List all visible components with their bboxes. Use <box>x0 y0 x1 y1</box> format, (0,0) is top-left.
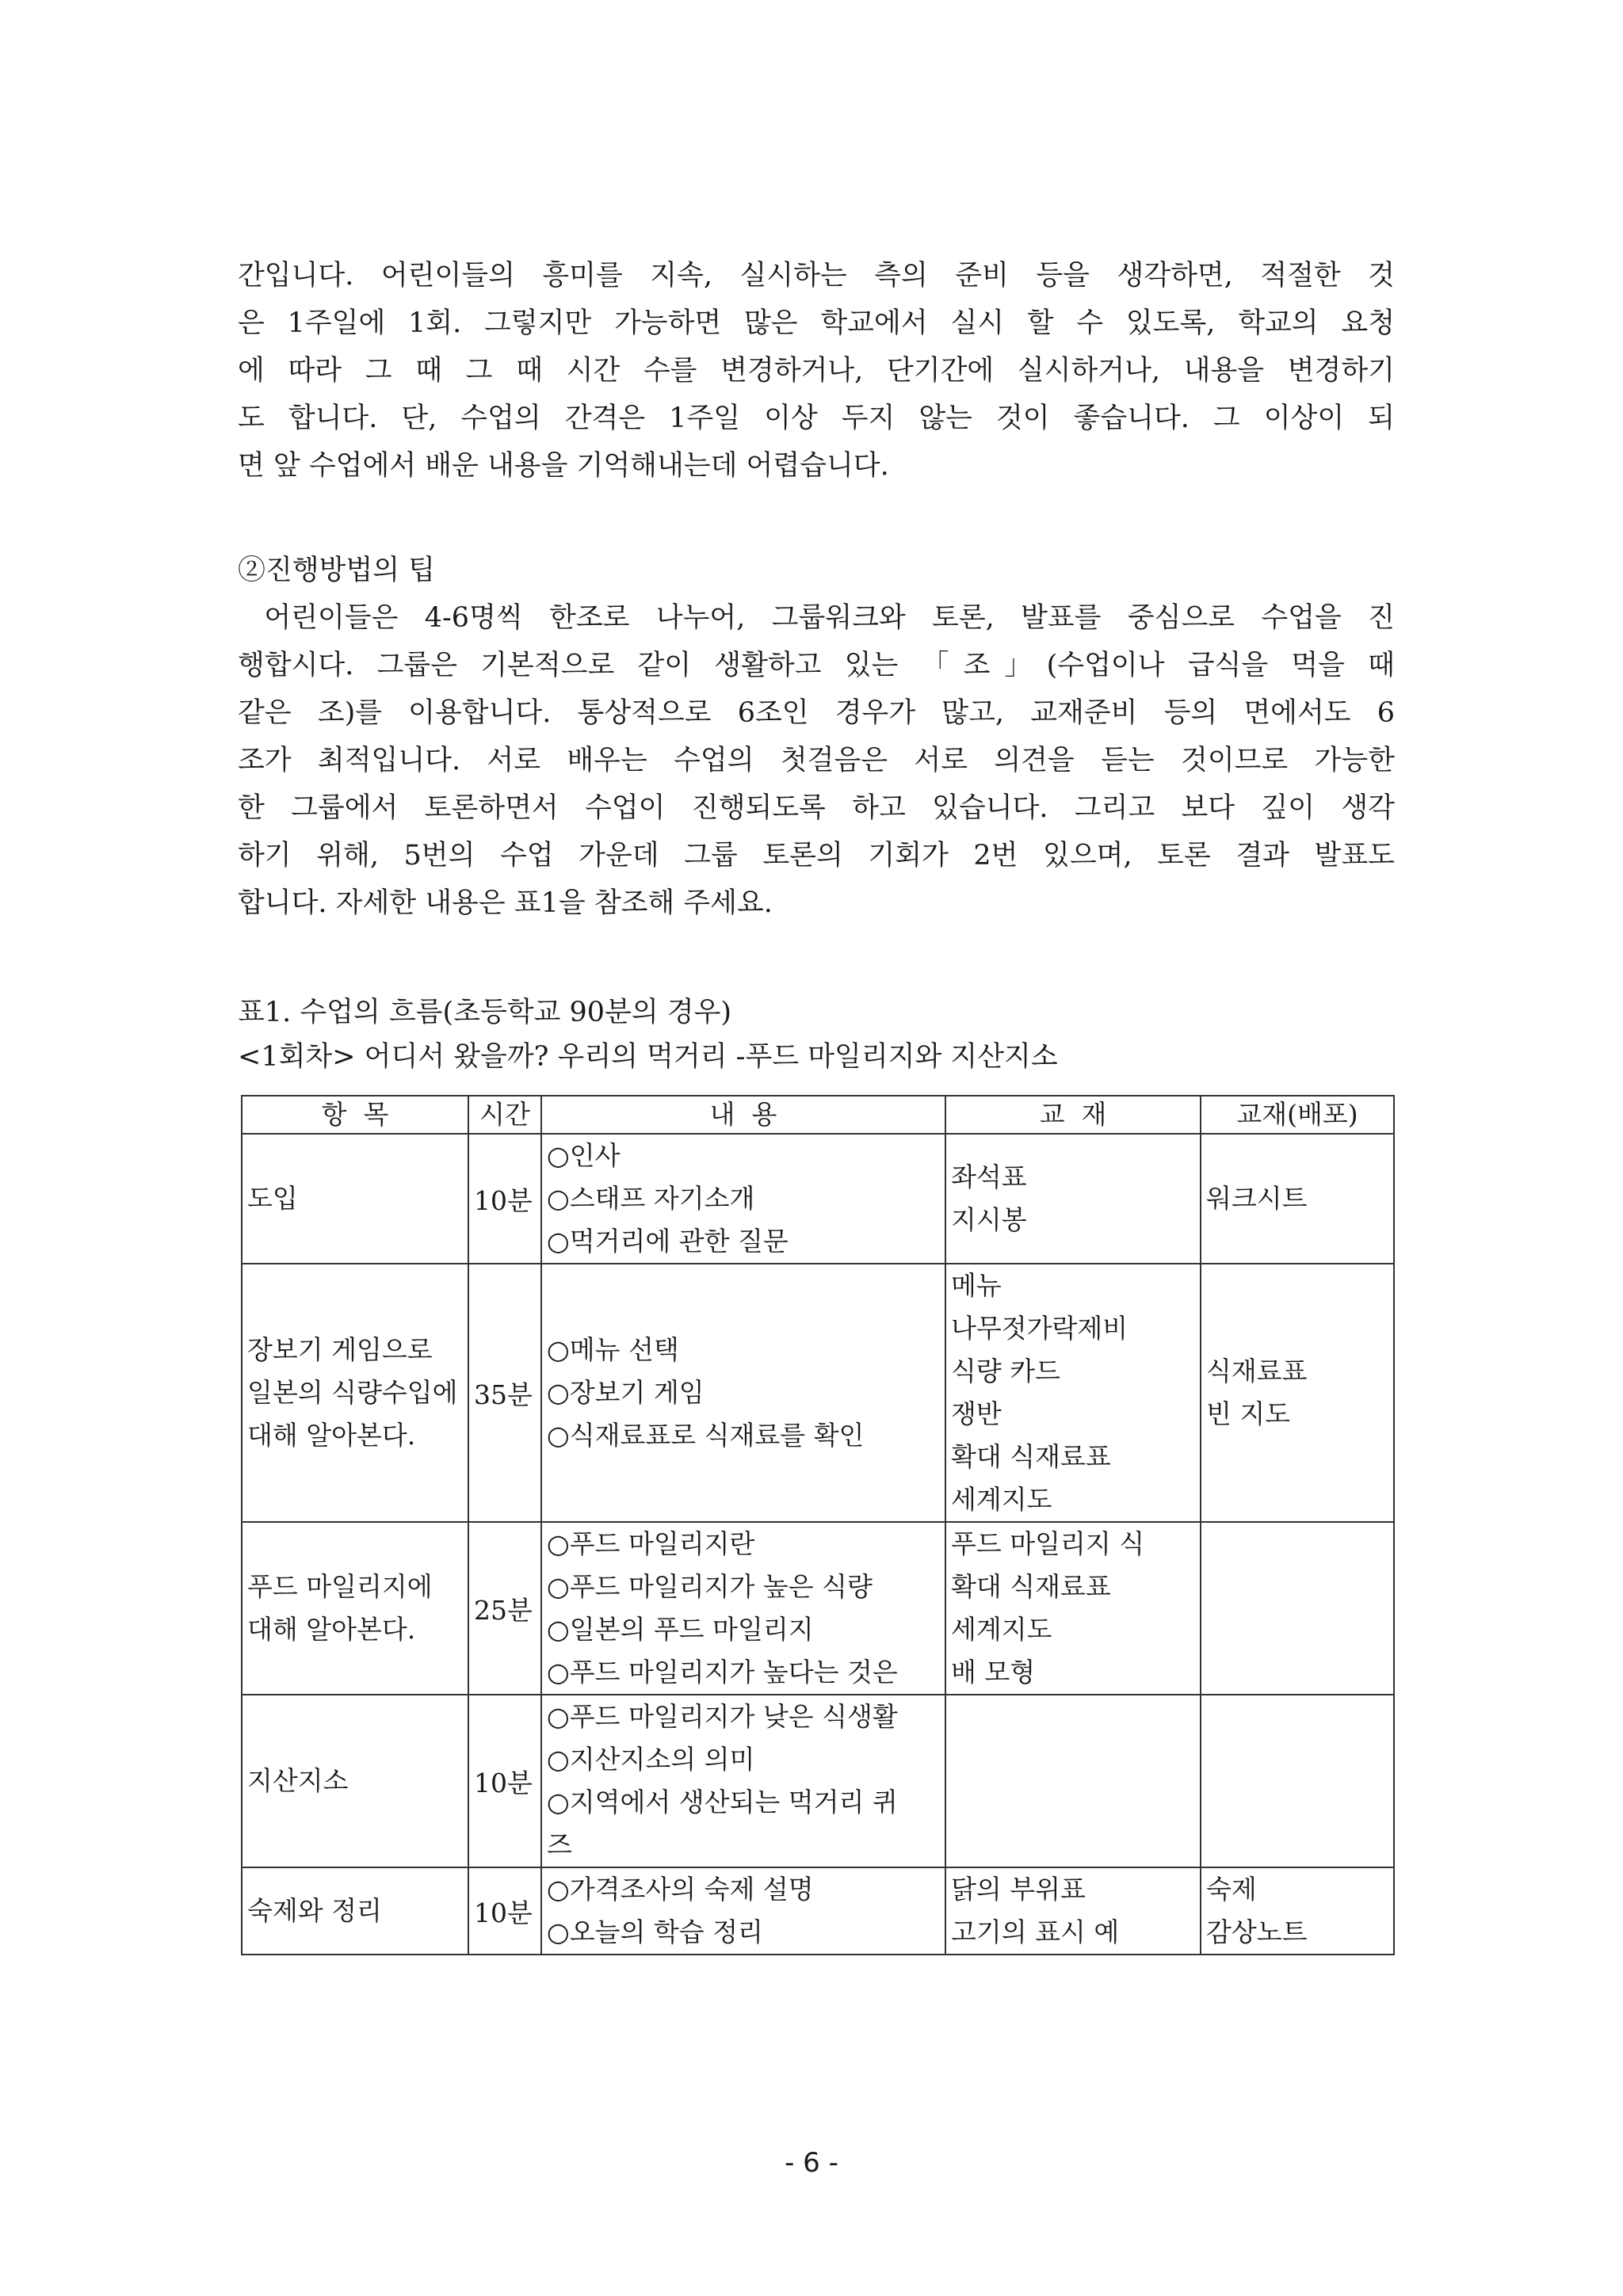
lesson-flow-table <box>241 1095 1395 1955</box>
table-row <box>242 1867 1394 1955</box>
paragraph-line: 합니다. 자세한 내용은 표1을 참조해 주세요. <box>238 887 773 919</box>
handout-item: 식재료표 <box>1206 1356 1308 1386</box>
table-row <box>242 1695 1394 1867</box>
materials-cell <box>945 1522 1201 1695</box>
method-paragraph <box>238 594 1395 927</box>
content-item: ○푸드 마일리지가 낮은 식생활 <box>547 1701 898 1732</box>
time-cell: 10분 <box>468 1867 541 1955</box>
content-item: ○스태프 자기소개 <box>547 1183 755 1214</box>
handouts-cell <box>1201 1867 1394 1955</box>
handouts-cell <box>1201 1522 1394 1695</box>
materials-cell <box>945 1134 1201 1264</box>
content-item: ○푸드 마일리지란 <box>547 1528 755 1559</box>
handout-item: 빈 지도 <box>1206 1398 1291 1429</box>
table-row <box>242 1134 1394 1264</box>
content-item: ○오늘의 학습 정리 <box>547 1917 763 1947</box>
topic-cell: 도입 <box>242 1134 468 1264</box>
content-cell <box>541 1264 945 1522</box>
header-handouts: 교재(배포) <box>1201 1096 1394 1134</box>
time-cell: 10분 <box>468 1134 541 1264</box>
paragraph-line: 은 1주일에 1회. 그렇지만 가능하면 많은 학교에서 실시 할 수 있도록, 학교의 요청 <box>238 307 1395 339</box>
session-caption: <1회차> 어디서 왔을까? 우리의 먹거리 -푸드 마일리지와 지산지소 <box>238 1041 1058 1073</box>
topic-cell: 숙제와 정리 <box>242 1867 468 1955</box>
materials-cell <box>945 1695 1201 1867</box>
paragraph-line: 행합시다. 그룹은 기본적으로 같이 생활하고 있는 「조」(수업이나 급식을 먹을 때 <box>238 650 1395 681</box>
paragraph-line: 에 따라 그 때 그 때 시간 수를 변경하거나, 단기간에 실시하거나, 내용을 변경하기 <box>238 355 1395 387</box>
materials-cell <box>945 1264 1201 1522</box>
header-materials: 교 재 <box>945 1096 1201 1134</box>
time-cell: 10분 <box>468 1695 541 1867</box>
table-row <box>242 1522 1394 1695</box>
content-item: ○먹거리에 관한 질문 <box>547 1226 789 1257</box>
content-cell <box>541 1695 945 1867</box>
material-item: 세계지도 <box>951 1614 1052 1645</box>
content-item: ○푸드 마일리지가 높다는 것은 <box>547 1657 898 1688</box>
handouts-cell <box>1201 1134 1394 1264</box>
table-header-row <box>242 1096 1394 1134</box>
content-item: ○지산지소의 의미 <box>547 1744 755 1775</box>
content-cell <box>541 1522 945 1695</box>
table-row <box>242 1264 1394 1522</box>
material-item: 나무젓가락제비 <box>951 1313 1128 1344</box>
content-item: 즈 <box>547 1829 572 1860</box>
paragraph-line: 조가 최적입니다. 서로 배우는 수업의 첫걸음은 서로 의견을 듣는 것이므로 가능한 <box>238 745 1395 776</box>
paragraph-line: 간입니다. 어린이들의 흥미를 지속, 실시하는 측의 준비 등을 생각하면, 적절한 것 <box>238 260 1395 292</box>
material-item: 쟁반 <box>951 1398 1002 1429</box>
material-item: 배 모형 <box>951 1657 1036 1688</box>
material-item: 확대 식재료표 <box>951 1571 1111 1602</box>
header-time: 시간 <box>468 1096 541 1134</box>
material-item: 세계지도 <box>951 1484 1052 1515</box>
content-item: ○인사 <box>547 1140 621 1171</box>
handout-item: 감상노트 <box>1206 1917 1308 1947</box>
handout-item: 숙제 <box>1206 1874 1257 1905</box>
paragraph-line: 면 앞 수업에서 배운 내용을 기억해내는데 어렵습니다. <box>238 450 889 482</box>
content-item: ○지역에서 생산되는 먹거리 퀴 <box>547 1787 898 1817</box>
handouts-cell <box>1201 1264 1394 1522</box>
section-heading: ②진행방법의 팁 <box>238 555 435 586</box>
content-item: ○메뉴 선택 <box>547 1334 679 1365</box>
content-item: ○식재료표로 식재료를 확인 <box>547 1420 865 1451</box>
topic-cell: 푸드 마일리지에 대해 알아본다. <box>242 1522 468 1695</box>
content-cell <box>541 1867 945 1955</box>
content-item: ○푸드 마일리지가 높은 식량 <box>547 1571 873 1602</box>
material-item: 식량 카드 <box>951 1356 1061 1386</box>
page-number: - 6 - <box>785 2147 838 2179</box>
topic-cell: 지산지소 <box>242 1695 468 1867</box>
materials-cell <box>945 1867 1201 1955</box>
material-item: 고기의 표시 예 <box>951 1917 1120 1947</box>
material-item: 푸드 마일리지 식 <box>951 1528 1145 1559</box>
header-topic: 항 목 <box>242 1096 468 1134</box>
content-cell <box>541 1134 945 1264</box>
content-item: ○일본의 푸드 마일리지 <box>547 1614 814 1645</box>
table-caption: 표1. 수업의 흐름(초등학교 90분의 경우) <box>238 997 732 1028</box>
paragraph-line: 같은 조)를 이용합니다. 통상적으로 6조인 경우가 많고, 교재준비 등의 면에서도 6 <box>238 697 1395 729</box>
paragraph-line: 도 합니다. 단, 수업의 간격은 1주일 이상 두지 않는 것이 좋습니다. 그 이상이 되 <box>238 402 1395 434</box>
content-item: ○가격조사의 숙제 설명 <box>547 1874 814 1905</box>
handout-item: 워크시트 <box>1206 1183 1308 1214</box>
material-item: 메뉴 <box>951 1270 1002 1301</box>
handouts-cell <box>1201 1695 1394 1867</box>
content-item: ○장보기 게임 <box>547 1377 705 1408</box>
paragraph-line: 한 그룹에서 토론하면서 수업이 진행되도록 하고 있습니다. 그리고 보다 깊이 생각 <box>238 792 1395 824</box>
topic-cell: 장보기 게임으로 일본의 식량수입에 대해 알아본다. <box>242 1264 468 1522</box>
material-item: 닭의 부위표 <box>951 1874 1086 1905</box>
time-cell: 25분 <box>468 1522 541 1695</box>
material-item: 확대 식재료표 <box>951 1441 1111 1472</box>
time-cell: 35분 <box>468 1264 541 1522</box>
header-content: 내 용 <box>541 1096 945 1134</box>
material-item: 지시봉 <box>951 1204 1027 1235</box>
material-item: 좌석표 <box>951 1161 1027 1192</box>
paragraph-line: 하기 위해, 5번의 수업 가운데 그룹 토론의 기회가 2번 있으며, 토론 결과 발표도 <box>238 840 1395 871</box>
paragraph-line: 어린이들은 4-6명씩 한조로 나누어, 그룹워크와 토론, 발표를 중심으로 수업을 진 <box>238 602 1395 634</box>
intro-paragraph <box>238 252 1395 490</box>
